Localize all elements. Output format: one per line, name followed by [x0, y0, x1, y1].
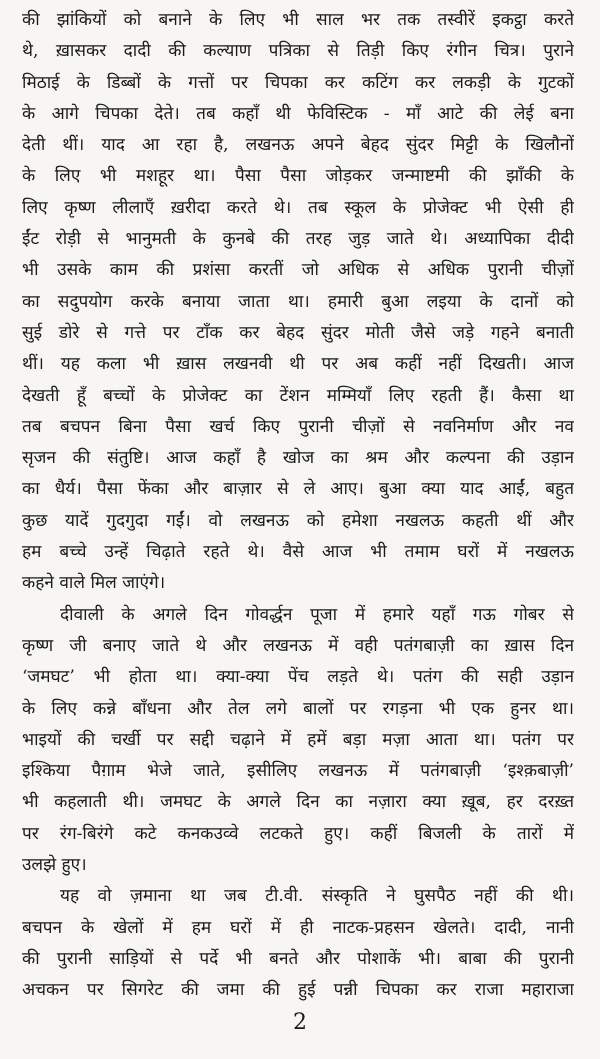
text-line: दीवाली के अगले दिन गोवर्द्धन पूजा में हमारे यहाँ गऊ गोबर से [60, 604, 574, 625]
text-line: थीं। यह कला भी ख़ास लखनवी थी पर अब कहीं नहीं दिखती। आज [22, 354, 574, 375]
text-line: पर रंग-बिरंगे कटे कनकउव्वे लटकते हुए। कहीं बिजली के तारों में [22, 823, 574, 844]
page-number: 2 [293, 1010, 307, 1035]
text-line: सुई डोरे से गत्ते पर टाँक कर बेहद सुंदर मोती जैसे जड़े गहने बनाती [22, 322, 574, 343]
text-line: सृजन की संतुष्टि। आज कहाँ है खोज का श्रम और कल्पना की उड़ान [22, 448, 574, 469]
text-line: का सदुपयोग करके बनाया जाता था। हमारी बुआ लइया के दानों को [22, 291, 574, 312]
paragraph [22, 5, 574, 600]
text-line: देखती हूँ बच्चों के प्रोजेक्ट का टेंशन मम्मियाँ लिए रहती हैं। कैसा था [22, 385, 574, 406]
text-line: यह वो ज़माना था जब टी.वी. संस्कृति ने घुसपैठ नहीं की थी। [60, 886, 574, 907]
text-line: की झांकियों को बनाने के लिए भी साल भर तक तस्वीरें इकट्ठा करते [22, 10, 574, 30]
text-line: देती थीं। याद आ रहा है, लखनऊ अपने बेहद सुंदर मिट्टी के खिलौनों [22, 135, 574, 156]
text-line: के लिए कन्ने बाँधना और तेल लगे बालों पर रगड़ना भी एक हुनर था। [22, 698, 574, 719]
text-line: ईंट रोड़ी से भानुमती के कुनबे की तरह जुड़ जाते थे। अध्यापिका दीदी [22, 229, 574, 250]
text-line: के लिए भी मशहूर था। पैसा पैसा जोड़कर जन्माष्टमी की झाँकी के [22, 166, 574, 187]
text-line: थे, ख़ासकर दादी की कल्याण पत्रिका से तिड़ी किए रंगीन चित्र। पुराने [22, 41, 574, 62]
text-line: उलझे हुए। [22, 855, 87, 876]
paragraph [22, 881, 574, 1006]
text-line: अचकन पर सिगरेट की जमा की हुई पन्नी चिपका कर राजा महाराजा [22, 980, 574, 1001]
text-line: भी उसके काम की प्रशंसा करतीं जो अधिक से अधिक पुरानी चीज़ों [22, 260, 574, 281]
text-line: बचपन के खेलों में हम घरों में ही नाटक-प्रहसन खेलते। दादी, नानी [22, 917, 574, 938]
text-line: की पुरानी साड़ियों से पर्दे भी बनते और पोशाकें भी। बाबा की पुरानी [22, 948, 574, 969]
text-line: भी कहलाती थी। जमघट के अगले दिन का नज़ारा क्या ख़ूब, हर दरख़्त [22, 792, 574, 813]
paragraph [22, 600, 574, 882]
text-line: हम बच्चे उन्हें चिढ़ाते रहते थे। वैसे आज भी तमाम घरों में नखलऊ [22, 542, 574, 563]
text-line: तब बचपन बिना पैसा खर्च किए पुरानी चीज़ों से नवनिर्माण और नव [22, 416, 574, 437]
text-line: के आगे चिपका देते। तब कहाँ थी फेविस्टिक - माँ आटे की लेई बना [22, 103, 574, 124]
text-line: इश्किया पैग़ाम भेजे जाते, इसीलिए लखनऊ में पतंगबाज़ी ‘इश्क़बाज़ी’ [22, 761, 574, 782]
text-line: मिठाई के डिब्बों के गत्तों पर चिपका कर कटिंग कर लकड़ी के गुटकों [22, 72, 574, 93]
text-line: कृष्ण जी बनाए जाते थे और लखनऊ में वही पतंगबाज़ी का ख़ास दिन [22, 635, 574, 656]
text-line: लिए कृष्ण लीलाएँ ख़रीदा करते थे। तब स्कूल के प्रोजेक्ट भी ऐसी ही [22, 197, 574, 218]
text-line: ‘जमघट’ भी होता था। क्या-क्या पेंच लड़ते थे। पतंग की सही उड़ान [22, 667, 574, 688]
body-text [22, 5, 574, 1007]
text-line: कहने वाले मिल जाएंगे। [22, 573, 166, 594]
text-line: का धैर्य। पैसा फेंका और बाज़ार से ले आए। बुआ क्या याद आईं, बहुत [22, 479, 574, 500]
text-line: कुछ यादें गुदगुदा गईं। वो लखनऊ को हमेशा नखलऊ कहती थीं और [22, 510, 574, 531]
text-line: भाइयों की चर्खी पर सद्दी चढ़ाने में हमें बड़ा मज़ा आता था। पतंग पर [22, 729, 574, 750]
